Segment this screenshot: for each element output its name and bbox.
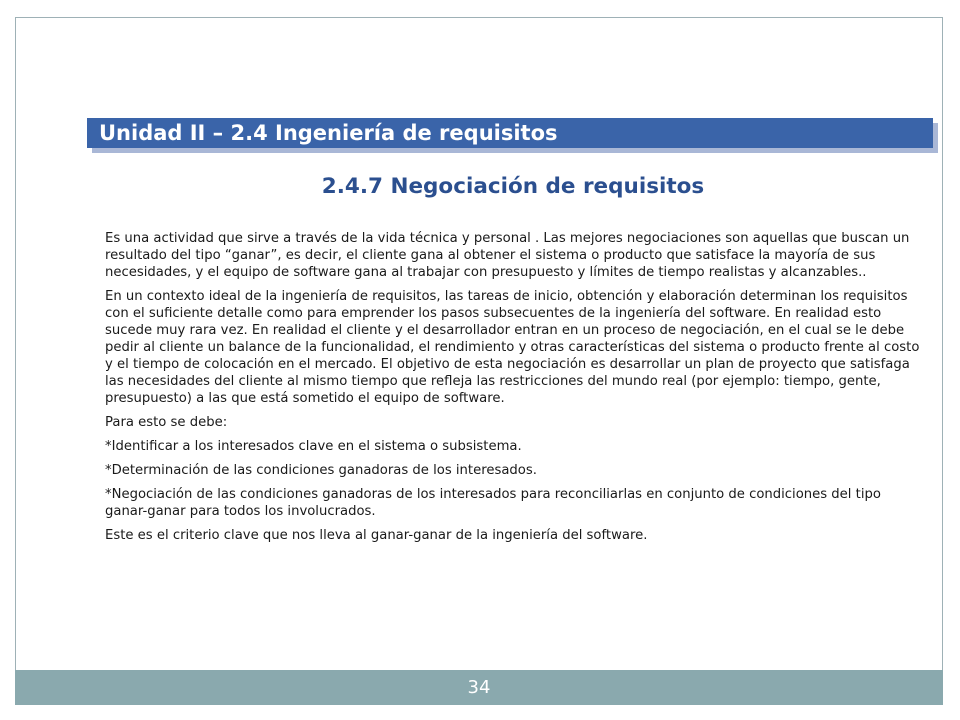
slide-body [105, 230, 920, 551]
step-item: *Determinación de las condiciones ganadoras de los interesados. [105, 463, 537, 478]
unit-banner [87, 118, 933, 148]
page-number: 34 [467, 677, 491, 698]
footer-bar [15, 670, 943, 705]
step-item: *Negociación de las condiciones ganadoras de los interesados para reconciliarlas en conjunto de condiciones del tipo ganar-ganar para todos los involucrados. [105, 487, 881, 519]
paragraph-intro: Es una actividad que sirve a través de la vida técnica y personal . Las mejores negociaciones son aquellas que buscan un resultado del tipo “ganar”, es decir, el cliente gana al obtener el sistema o producto que satisface la mayoría de sus necesidades, y el equipo de software gana al trabajar con presupuesto y límites de tiempo realistas y alcanzables.. [105, 231, 910, 280]
paragraph-steps-intro: Para esto se debe: [105, 415, 228, 430]
paragraph-context: En un contexto ideal de la ingeniería de requisitos, las tareas de inicio, obtención y elaboración determinan los requisitos con el suficiente detalle como para emprender los pasos subsecuentes de la ingeniería del software. En realidad esto sucede muy rara vez. En realidad el cliente y el desarrollador entran en un proceso de negociación, en el cual se le debe pedir al cliente un balance de la funcionalidad, el rendimiento y otras características del sistema o producto frente al costo y el tiempo de colocación en el mercado. El objetivo de esta negociación es desarrollar un plan de proyecto que satisfaga las necesidades del cliente al mismo tiempo que refleja las restricciones del mundo real (por ejemplo: tiempo, gente, presupuesto) a las que está sometido el equipo de software. [105, 289, 920, 406]
banner-title: Unidad II – 2.4 Ingeniería de requisitos [99, 121, 558, 145]
step-item: *Identificar a los interesados clave en el sistema o subsistema. [105, 439, 522, 454]
section-title: 2.4.7 Negociación de requisitos [321, 174, 705, 199]
paragraph-conclusion: Este es el criterio clave que nos lleva al ganar-ganar de la ingeniería del software. [105, 528, 648, 543]
